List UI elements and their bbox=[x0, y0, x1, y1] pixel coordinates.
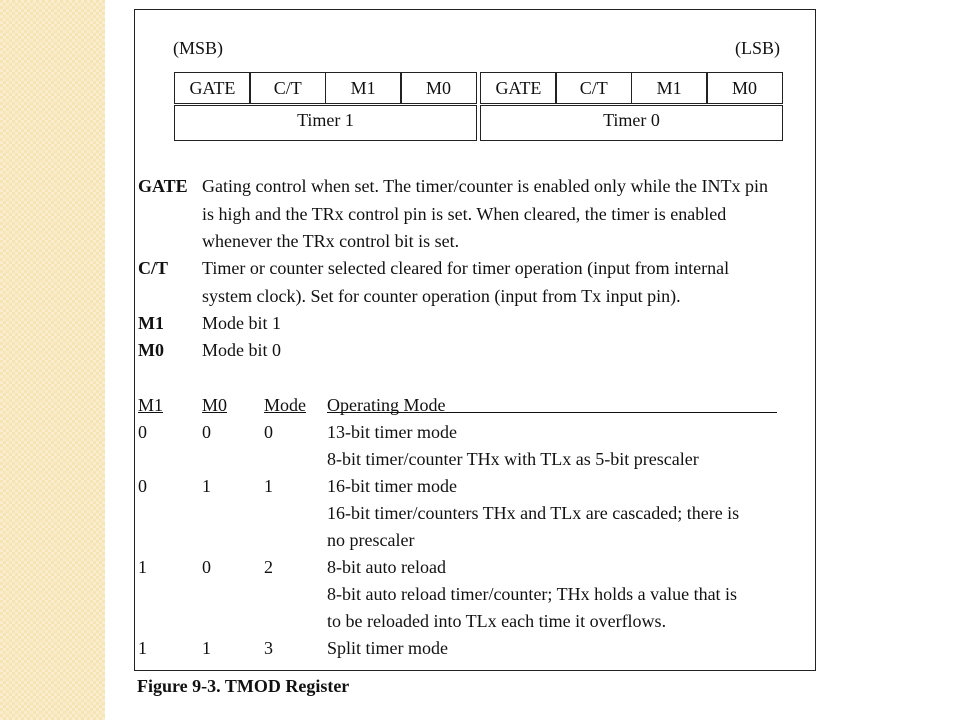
definition-text: Mode bit 0 bbox=[202, 340, 281, 360]
definition-text: system clock). Set for counter operation (input from Tx input pin). bbox=[202, 285, 681, 306]
cell-mode: 2 bbox=[264, 557, 273, 577]
timer0-bit-cells bbox=[480, 72, 783, 104]
msb-label: (MSB) bbox=[173, 38, 224, 58]
timer0-m1-bit: M1 bbox=[631, 72, 708, 104]
cell-operating-mode: 8-bit auto reload bbox=[327, 557, 446, 577]
cell-m1: 0 bbox=[138, 476, 147, 496]
header-operating-mode: Operating Mode bbox=[327, 395, 446, 415]
timer1-m0-bit: M0 bbox=[400, 72, 477, 104]
cell-m0: 0 bbox=[202, 557, 211, 577]
definition-text: Gating control when set. The timer/counter is enabled only while the INTx pin bbox=[202, 176, 769, 196]
cell-m1: 1 bbox=[138, 557, 147, 577]
cell-m0: 1 bbox=[202, 476, 211, 496]
header-m0: M0 bbox=[202, 395, 228, 415]
cell-m0: 1 bbox=[202, 638, 211, 658]
decorative-sidebar bbox=[0, 0, 105, 720]
cell-mode: 3 bbox=[264, 638, 273, 658]
definition-term: M1 bbox=[138, 313, 164, 333]
definition-term: M0 bbox=[138, 340, 164, 360]
timer0-gate-bit: GATE bbox=[480, 72, 557, 104]
cell-mode: 0 bbox=[264, 422, 273, 442]
figure-caption: Figure 9-3. TMOD Register bbox=[137, 676, 350, 696]
header-m1: M1 bbox=[138, 395, 164, 415]
timer1-bit-cells bbox=[174, 72, 477, 104]
cell-operating-mode-detail: 16-bit timer/counters THx and TLx are cascaded; there is bbox=[327, 503, 740, 523]
timer0-m0-bit: M0 bbox=[706, 72, 783, 104]
cell-operating-mode-detail: to be reloaded into TLx each time it overflows. bbox=[327, 611, 667, 631]
cell-operating-mode-detail: no prescaler bbox=[327, 530, 415, 550]
definition-term: C/T bbox=[138, 258, 169, 278]
timer1-group-label: Timer 1 bbox=[174, 105, 477, 141]
definition-term: GATE bbox=[138, 176, 188, 196]
cell-operating-mode-detail: 8-bit auto reload timer/counter; THx holds a value that is bbox=[327, 584, 738, 604]
cell-m0: 0 bbox=[202, 422, 211, 442]
cell-m1: 1 bbox=[138, 638, 147, 658]
cell-m1: 0 bbox=[138, 422, 147, 442]
timer0-group-label: Timer 0 bbox=[480, 105, 783, 141]
header-underline bbox=[327, 412, 777, 413]
timer0-ct-bit: C/T bbox=[555, 72, 632, 104]
definition-text: Timer or counter selected cleared for timer operation (input from internal bbox=[202, 258, 730, 278]
definition-text: whenever the TRx control bit is set. bbox=[202, 231, 460, 251]
cell-mode: 1 bbox=[264, 476, 273, 496]
header-mode: Mode bbox=[264, 395, 306, 415]
timer1-gate-bit: GATE bbox=[174, 72, 251, 104]
timer1-m1-bit: M1 bbox=[325, 72, 402, 104]
timer1-ct-bit: C/T bbox=[249, 72, 326, 104]
lsb-label: (LSB) bbox=[735, 38, 780, 58]
definition-text: is high and the TRx control pin is set. When cleared, the timer is enabled bbox=[202, 203, 727, 224]
cell-operating-mode: 13-bit timer mode bbox=[327, 422, 457, 442]
cell-operating-mode: Split timer mode bbox=[327, 638, 448, 658]
cell-operating-mode-detail: 8-bit timer/counter THx with TLx as 5-bit prescaler bbox=[327, 449, 699, 469]
definition-text: Mode bit 1 bbox=[202, 313, 281, 333]
cell-operating-mode: 16-bit timer mode bbox=[327, 476, 457, 496]
